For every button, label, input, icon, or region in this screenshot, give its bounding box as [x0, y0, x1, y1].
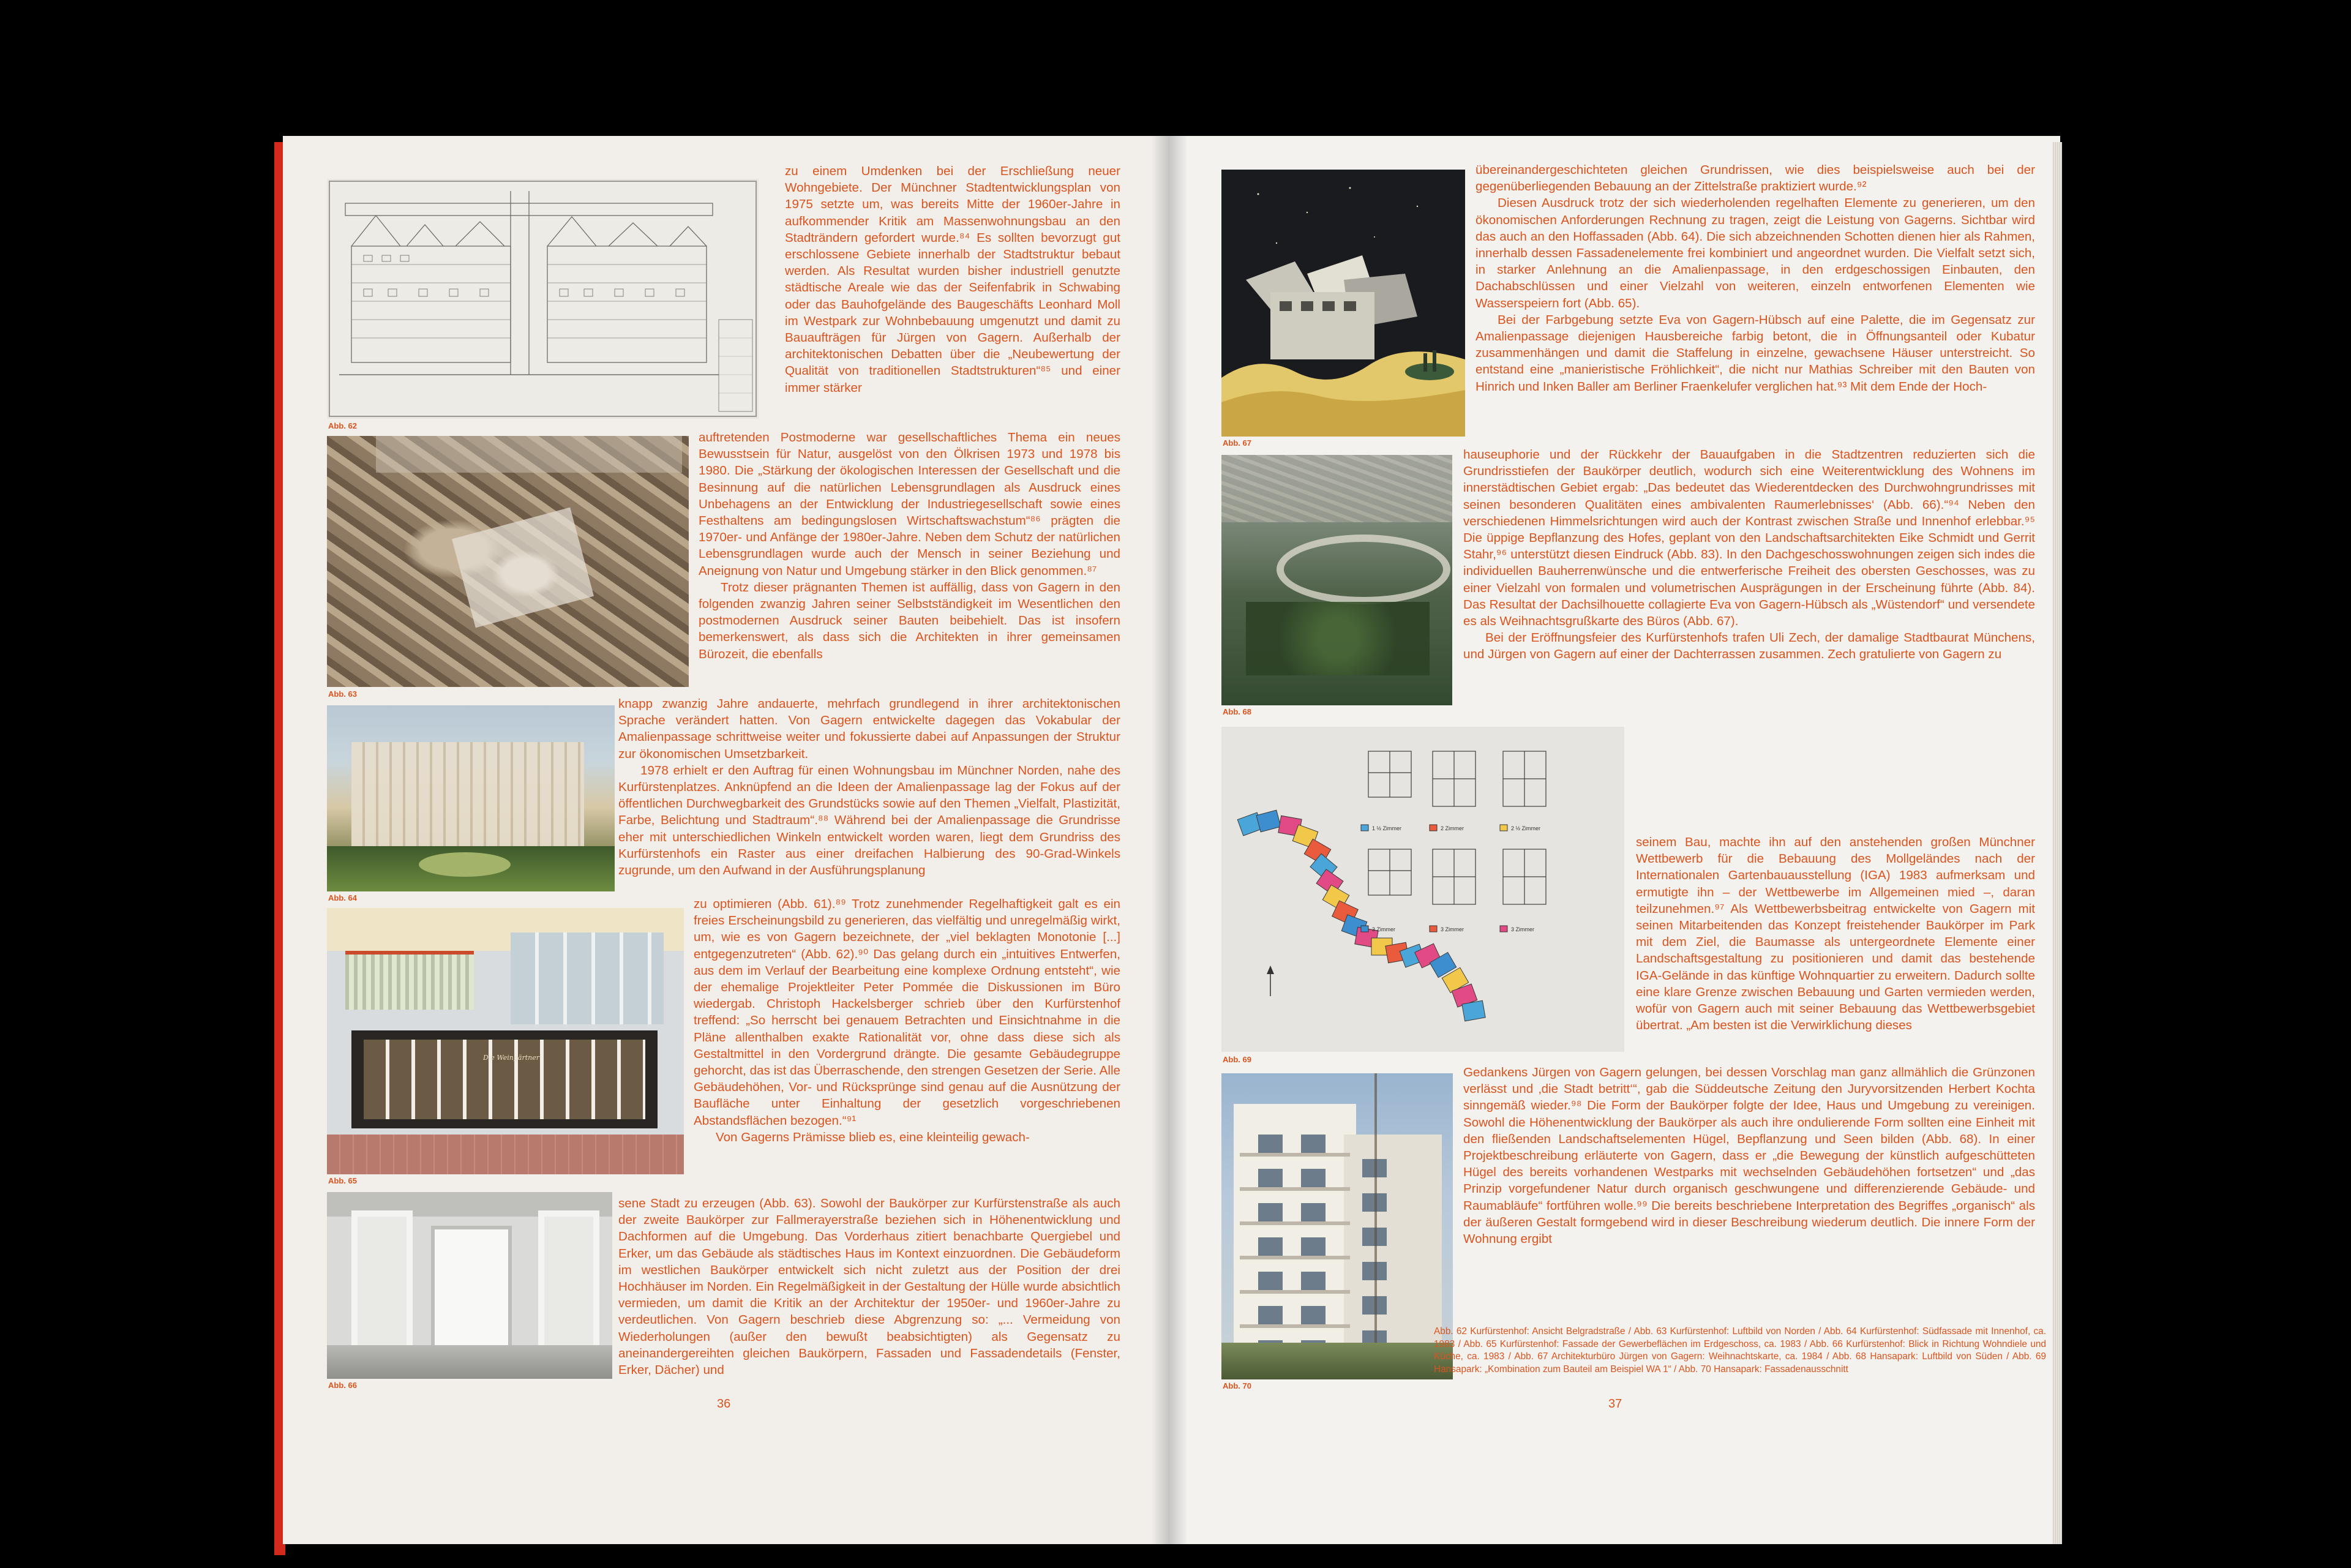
- caption-abb-64: Abb. 64: [328, 893, 357, 902]
- plan-label: 3 Zimmer: [1372, 926, 1395, 932]
- book-gutter-shadow: [1151, 136, 1188, 1544]
- right-paragraph: übereinandergeschichteten gleichen Grundrissen, wie dies beispielsweise auch bei der gegenüberliegenden Bebauung an der Zittelstraße praktiziert wurde.⁹²: [1475, 163, 2035, 194]
- caption-abb-65: Abb. 65: [328, 1176, 357, 1185]
- right-paragraph: Bei der Eröffnungsfeier des Kurfürstenhofs trafen Uli Zech, der damalige Stadtbaurat Münchens, und Jürgen von Gagern auf einer der Dachterrassen zusammen. Zech gratulierte von Gagern zu: [1463, 631, 2035, 662]
- plan-label: 1 ½ Zimmer: [1372, 825, 1402, 831]
- page-edges: [2052, 142, 2062, 1544]
- caption-abb-68: Abb. 68: [1223, 707, 1251, 716]
- left-text-col-e: [618, 1195, 1120, 1378]
- caption-abb-67: Abb. 67: [1223, 438, 1251, 448]
- right-paragraph: Diesen Ausdruck trotz der sich wiederholenden regelhaften Elemente zu generieren, um den ökonomischen Anforderungen Rechnung zu tragen, zeigt die Leistung von Gagerns. Sichtbar wird das auch an den Hoffassaden (Abb. 64). Die sich abzeichnenden Schotten dienen hier als Rahmen, innerhalb dessen Fassadenelemente frei kombiniert und angeordnet wurden. Die Vielfalt setzt sich, in starker Anlehnung an die Amalienpassage, in den erdgeschossigen Einbauten, den Dachabschlüssen und einer Vielzahl von weiteren, einzeln entworfenen Elementen wie Wasserspeiern fort (Abb. 65).: [1475, 196, 2035, 310]
- left-paragraph: zu optimieren (Abb. 61).⁸⁹ Trotz zunehmender Regelhaftigkeit galt es ein freies Erscheinungsbild zu generieren, das vielfältig und unregelmäßig wirkt, um, wie es von Gagern bezeichnete, der „viel beklagten Monotonie [...] entgegenzutreten“ (Abb. 62).⁹⁰ Das gelang durch ein „intuitives Entwerfen, aus dem im Verlauf der Bearbeitung eine komplexe Ordnung entsteht“, wie der ehemalige Projektleiter Peter Pommée die Diskussionen im Büro wiedergab. Christoph Hackelsberger schrieb über den Kurfürstenhof treffend: „So herrscht bei genauem Betrachten und Einsichtnahme in die Pläne allenthalben exakte Rationalität vor, ohne dass diese sich als Gestaltmittel in den Vordergrund drängte. Die gesamte Gebäudegruppe gehorcht, das ist das Überraschende, den strengen Gesetzen der Serie. Alle Gebäudehöhen, Vor- und Rücksprünge sind genau auf die Ausnützung der Baufläche unter Einhaltung der gesetzlich vorgeschriebenen Abstandsflächen bezogen.“⁹¹: [694, 897, 1120, 1128]
- figure-65-storefront-photo: [327, 908, 684, 1174]
- plan-label: 3 Zimmer: [1511, 926, 1534, 932]
- right-paragraph: Gedankens Jürgen von Gagern gelungen, bei dessen Vorschlag man ganz allmählich die Grünzonen verlässt und ‚die Stadt betritt‘“, gab die Süddeutsche Zeitung den Juryvorsitzenden Herbert Kochta sinngemäß wieder.⁹⁸ Die Form der Baukörper folgte der Idee, Haus und Umgebung zu vereinigen. Sowohl die Höhenentwicklung der Baukörper als auch ihre ondulierende Form sollten eine Einheit mit den fließenden Landschaftselementen Hügel, Bepflanzung und Seen bilden (Abb. 68). In einer Projektbeschreibung erläuterte von Gagern, dass er „die Bewegung der künstlich aufgeschütteten Hügel des bereits vorhandenen Westparks mit wechselnden Gebäudehöhen fortsetzen“ und „das Prinzip vorgefundener Natur durch organisch geschwungene und differenzierende Gebäude- und Raumabläufe“ fortführen wolle.⁹⁹ Die bereits beschriebene Interpretation des Begriffes „organisch“ als der äußeren Gestalt formgebend wird in dieser Beschreibung wiederum deutlich. Die innere Form der Wohnung ergibt: [1463, 1065, 2035, 1247]
- caption-abb-69: Abb. 69: [1223, 1055, 1251, 1064]
- left-paragraph: knapp zwanzig Jahre andauerte, mehrfach grundlegend in ihrer architektonischen Sprache verändert hatten. Von Gagern entwickelte dagegen das Vokabular der Amalienpassage schrittweise weiter und fokussierte dabei auf Anpassungen der Struktur zur ökonomischen Umsetzbarkeit.: [618, 697, 1120, 761]
- page-number-right: 37: [1608, 1397, 1622, 1411]
- left-paragraph: sene Stadt zu erzeugen (Abb. 63). Sowohl der Baukörper zur Kurfürstenstraße als auch der zweite Baukörper zur Fallmerayerstraße beziehen sich in Höhenentwicklung und Dachformen auf die Umgebung. Das Vorderhaus zitiert benachbarte Quergiebel und Erker, um das Gebäude als städtisches Haus im Kontext einzuordnen. Die Gebäudeform im westlichen Baukörper entwickelt sich nicht zuletzt aus der Position der drei Hochhäuser im Norden. Ein Regelmäßigkeit in der Gestaltung der Hülle wurde absichtlich vermieden, um damit die Kritik an der Architektur der 1950er- und 1960er-Jahre zu verdeutlichen. Von Gagern beschrieb diese Abgrenzung so: „... Vermeidung von Wiederholungen (außer den bewußt beabsichtigten) als Gegensatz zu aneinandergereihten gleichen Baukörpern, Fassaden und Fassadendetails (Fenster, Erker, Dächer) und: [618, 1196, 1120, 1378]
- right-text-col-d: [1463, 1064, 2035, 1247]
- left-text-col-d: [694, 896, 1120, 1146]
- figure-credits: Abb. 62 Kurfürstenhof: Ansicht Belgradstraße / Abb. 63 Kurfürstenhof: Luftbild von Norden / Abb. 64 Kurfürstenhof: Südfassade mit Innenhof, ca. 1983 / Abb. 65 Kurfürstenhof: Fassade der Gewerbeflächen im Erdgeschoss, ca. 1983 / Abb. 66 Kurfürstenhof: Blick in Richtung Wohndiele und Küche, ca. 1983 / Abb. 67 Architekturbüro Jürgen von Gagern: Weihnachtskarte, ca. 1984 / Abb. 68 Hansapark: Luftbild von Süden / Abb. 69 Hansapark: „Kombination zum Bauteil am Beispiel WA 1“ / Abb. 70 Hansapark: Fassadenausschnitt: [1434, 1326, 2046, 1375]
- right-text-col-a: [1475, 162, 2035, 395]
- figure-62-elevation-drawing: [327, 179, 759, 419]
- right-paragraph: seinem Bau, machte ihn auf den anstehenden großen Münchner Wettbewerb für die Bebauung des Mollgeländes nach der Internationalen Gartenbauausstellung (IGA) 1983 aufmerksam und ermutigte ihn – der Wettbewerbe im Allgemeinen mied –, daran teilzunehmen.⁹⁷ Als Wettbewerbsbeitrag entwickelte von Gagern mit seinen Mitarbeitenden das Konzept freistehender Baukörper im Park mit dem Ziel, die Baumasse als untergeordnete Elemente einer Landschaftsgestaltung zu positionieren und damit das bestehende IGA-Gelände in das künftige Wohnquartier zu erweitern. Dadurch sollte eine klare Grenze zwischen Bebauung und Garten vermieden werden, wofür von Gagern auch mit seiner Bebauung das Wettbewerbsgebiet übertrat. „Am besten ist die Verwirklichung dieses: [1636, 835, 2035, 1033]
- left-paragraph: auftretenden Postmoderne war gesellschaftliches Thema ein neues Bewusstsein für Natur, ausgelöst von den Ölkrisen 1973 und 1978 bis 1980. Die „Stärkung der ökologischen Interessen der Gesellschaft und die Besinnung auf die natürlichen Lebensgrundlagen als Ausdruck eines Unbehagens an der Entwicklung der Industriegesellschaft sowie eines Festhaltens am bedingungslosen Wirtschaftswachstum“⁸⁶ prägten die 1970er- und Anfänge der 1980er-Jahre. Neben dem Schutz der natürlichen Lebensgrundlagen wurde auch der Mensch in seiner Beziehung und Aneignung von Natur und Umgebung stärker in den Blick genommen.⁸⁷: [699, 430, 1120, 578]
- figure-68-aerial-photo: [1221, 455, 1452, 705]
- figure-63-aerial-photo: [327, 436, 689, 687]
- caption-abb-62: Abb. 62: [328, 421, 357, 430]
- figure-70-facade-photo: [1221, 1073, 1453, 1379]
- caption-abb-66: Abb. 66: [328, 1381, 357, 1390]
- left-paragraph: zu einem Umdenken bei der Erschließung neuer Wohngebiete. Der Münchner Stadtentwicklungsplan von 1975 setzte um, was bereits Mitte der 1960er-Jahre in aufkommender Kritik am Massenwohnungsbau an den Stadträndern gefordert wurde.⁸⁴ Es sollten bevorzugt gut erschlossene Gebiete innerhalb der Stadtstruktur bebaut werden. Als Resultat wurden bisher industriell genutzte städtische Areale wie das der Seifenfabrik in Schwabing oder das Bauhofgelände des Baugeschäfts Leonhard Moll im Westpark zur Wohnbebauung umgenutzt und damit zu Bauaufträgen für Jürgen von Gagern. Außerhalb der architektonischen Debatten über die „Neubewertung der Qualität von traditionellen Stadtstrukturen“⁸⁵ und einer immer stärker: [785, 164, 1120, 395]
- left-paragraph: 1978 erhielt er den Auftrag für einen Wohnungsbau im Münchner Norden, nahe des Kurfürstenplatzes. Anknüpfend an die Ideen der Amalienpassage lag der Fokus auf der öffentlichen Durchwegbarkeit des Grundstücks sowie auf den Themen „Vielfalt, Plastizität, Farbe, Belichtung und Stadtraum“.⁸⁸ Während bei der Amalienpassage die Grundrisse eher mit unterschiedlichen Winkeln entwickelt worden waren, liegt dem Grundriss des Kurfürstenhofs ein Raster aus einer dreifachen Halbierung des 90-Grad-Winkels zugrunde, um den Aufwand in der Ausführungsplanung: [618, 763, 1120, 878]
- plan-label: 2 Zimmer: [1441, 825, 1464, 831]
- right-text-col-c: [1636, 834, 2035, 1033]
- right-paragraph: Bei der Farbgebung setzte Eva von Gagern-Hübsch auf eine Palette, die im Gegensatz zur Amalienpassage diejenigen Hausbereiche farbig betont, die in Öffnungsanteil oder Kubatur zusammenhängen und damit die Staffelung in einzelne, gewachsene Häuser unterstreicht. So entstand eine „manieristische Fröhlichkeit“, die nicht nur Mathias Schreiber mit den Bauten von Hinrich und Inken Baller am Berliner Fraenkelufer verglichen hat.⁹³ Mit dem Ende der Hoch-: [1475, 312, 2035, 394]
- caption-abb-63: Abb. 63: [328, 689, 357, 699]
- left-paragraph: Von Gagerns Prämisse blieb es, eine kleinteilig gewach-: [716, 1130, 1030, 1144]
- left-text-col-a: [785, 163, 1120, 396]
- right-paragraph: hauseuphorie und der Rückkehr der Bauaufgaben in die Stadtzentren reduzierten sich die Grundrisstiefen der Baukörper deutlich, wodurch sich eine Weiterentwicklung des Wohnens im innerstädtischen Gebiet ergab: „Das bedeutet das Wiederentdecken des Durchwohngrundrisses mit seinen besonderen Qualitäten eines ambivalenten Raumerlebnisses‘ (Abb. 66).“⁹⁴ Neben den verschiedenen Himmelsrichtungen wird auch der Kontrast zwischen Straße und Innenhof erlebbar.⁹⁵ Die üppige Bepflanzung des Hofes, geplant von den Landschaftsarchitekten Eike Schmidt und Gerrit Stahr,⁹⁶ unterstützt diesen Eindruck (Abb. 83). In den Dachgeschosswohnungen zeigen sich indes die individuellen Bauherrenwünsche und die entwerferische Freiheit des obersten Geschosses, was zu einer Vielzahl von formalen und volumetrischen Ausprägungen in der Erscheinung führte (Abb. 84). Das Resultat der Dachsilhouette collagierte Eva von Gagern-Hübsch als „Wüstendorf“ und versendete es als Weihnachtsgrußkarte des Büros (Abb. 67).: [1463, 448, 2035, 629]
- shop-sign: Die Weingärtner: [483, 1054, 539, 1062]
- figure-69-floorplans-diagram: [1221, 727, 1624, 1052]
- figure-67-collage-card: [1221, 170, 1465, 437]
- right-text-col-b: [1463, 446, 2035, 663]
- figure-64-courtyard-facade-photo: [327, 705, 615, 891]
- page-number-left: 36: [717, 1397, 731, 1411]
- plan-label: 2 ½ Zimmer: [1511, 825, 1541, 831]
- left-text-col-b: [699, 429, 1120, 662]
- plan-label: 3 Zimmer: [1441, 926, 1464, 932]
- caption-abb-70: Abb. 70: [1223, 1381, 1251, 1390]
- left-text-col-c: [618, 696, 1120, 879]
- figure-66-interior-photo: [327, 1192, 612, 1379]
- left-paragraph: Trotz dieser prägnanten Themen ist auffällig, dass von Gagern in den folgenden zwanzig Jahren seiner Selbstständigkeit im Wesentlichen den postmodernen Ausdruck seiner Bauten beibehielt. Das ist insofern bemerkenswert, als dass sich die Architekten in ihrer gemeinsamen Bürozeit, die ebenfalls: [699, 580, 1120, 661]
